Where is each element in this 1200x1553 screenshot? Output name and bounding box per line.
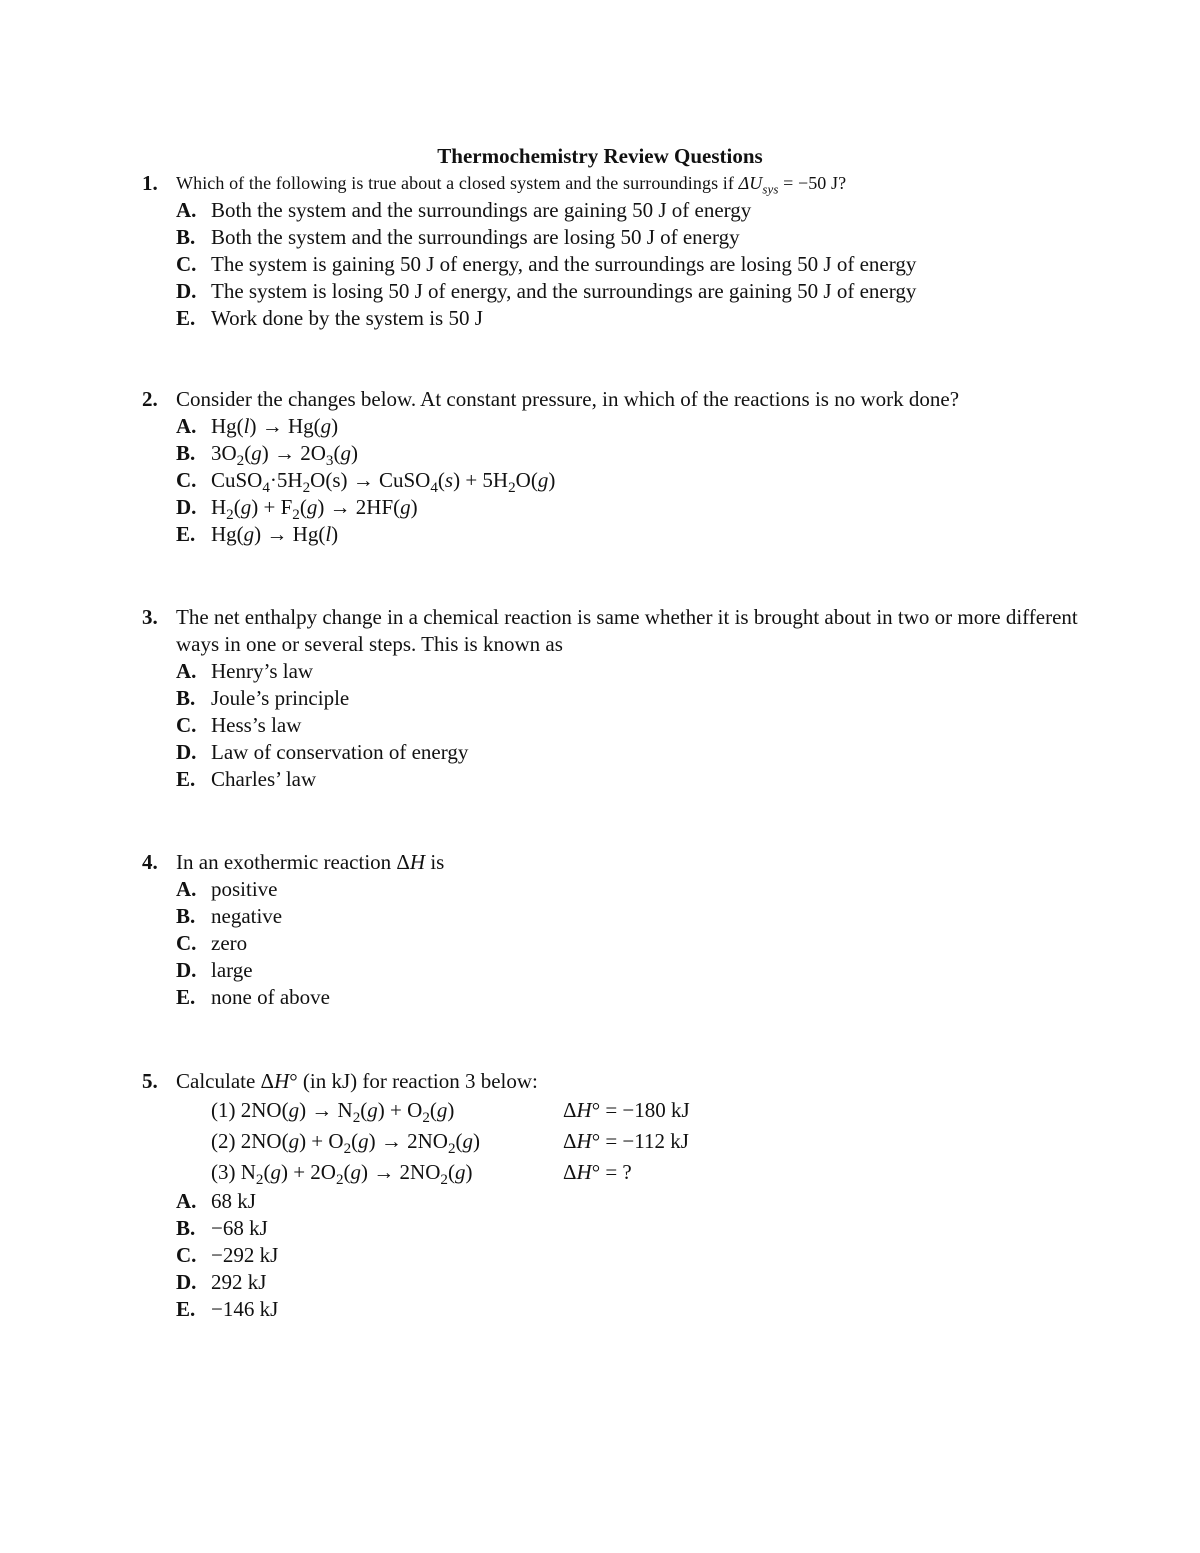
- option-a: A. positive: [176, 877, 278, 901]
- option-b: B. $3O_2(g) \to 2O_3(g)$: [176, 441, 358, 470]
- reaction-1: (1) $2NO(g) \to N_2(g) + O_2(g)$ ΔH° = −180 kJ: [211, 1098, 690, 1127]
- option-d: D. $H_2(g) + F_2(g) \to 2HF(g)$: [176, 495, 418, 524]
- option-b: B. negative: [176, 904, 283, 928]
- reaction-3: (3) $N_2(g) + 2O_2(g) \to 2NO_2(g)$ ΔH° = ?: [211, 1160, 632, 1189]
- question-3: [142, 604, 1092, 793]
- option-c: C. zero: [176, 931, 248, 955]
- question-1: [142, 170, 1092, 332]
- option-e: E. none of above: [176, 985, 330, 1009]
- option-e: E. Hg(g) → Hg(l): [176, 522, 339, 546]
- reaction-2: (2) $2NO(g) + O_2(g) \to 2NO_2(g)$ ΔH° = −112 kJ: [211, 1129, 689, 1158]
- question-number: 4.: [142, 850, 158, 874]
- question-4: [142, 849, 1092, 1011]
- option-d: D. 292 kJ: [176, 1270, 267, 1294]
- option-d: D. large: [176, 958, 253, 982]
- option-a: A. Hg(l) → Hg(g): [176, 414, 339, 438]
- option-b: B. Joule’s principle: [176, 686, 350, 710]
- option-a: A. 68 kJ: [176, 1189, 256, 1213]
- option-e: E. Charles’ law: [176, 767, 317, 791]
- option-d: D. Law of conservation of energy: [176, 740, 469, 764]
- option-b: B. −68 kJ: [176, 1216, 268, 1240]
- question-text: Calculate ΔH° (in kJ) for reaction 3 below:: [176, 1069, 538, 1093]
- option-e: E. Work done by the system is 50 J: [176, 306, 483, 330]
- question-number: 1.: [142, 171, 158, 195]
- page-title: Thermochemistry Review Questions: [437, 144, 763, 168]
- question-number: 3.: [142, 605, 158, 629]
- question-text: Consider the changes below. At constant pressure, in which of the reactions is no work done?: [176, 387, 960, 411]
- question-text: Which of the following is true about a closed system and the surroundings if $\Delta U_{sys} = -50$ J?: [176, 173, 847, 197]
- question-2: [142, 386, 1092, 548]
- option-a: A. Both the system and the surroundings are gaining 50 J of energy: [176, 198, 752, 222]
- option-d: D. The system is losing 50 J of energy, and the surroundings are gaining 50 J of energy: [176, 279, 917, 303]
- option-a: A. Henry’s law: [176, 659, 314, 683]
- option-e: E. −146 kJ: [176, 1297, 279, 1321]
- option-b: B. Both the system and the surroundings are losing 50 J of energy: [176, 225, 740, 249]
- option-c: C. The system is gaining 50 J of energy, and the surroundings are losing 50 J of energy: [176, 252, 917, 276]
- question-number: 5.: [142, 1069, 158, 1093]
- option-c: C. $CuSO_4\cdot 5H_2O(s)$ → CuSO$_4$(s) + $5H_2O(g)$: [176, 468, 556, 497]
- option-c: C. −292 kJ: [176, 1243, 279, 1267]
- question-text: In an exothermic reaction ΔH is: [176, 850, 445, 874]
- question-5: [142, 1068, 1092, 1323]
- question-number: 2.: [142, 387, 158, 411]
- option-c: C. Hess’s law: [176, 713, 302, 737]
- question-text: The net enthalpy change in a chemical reaction is same whether it is brought about in two or more different ways in one or several steps. This is known as: [176, 605, 1078, 656]
